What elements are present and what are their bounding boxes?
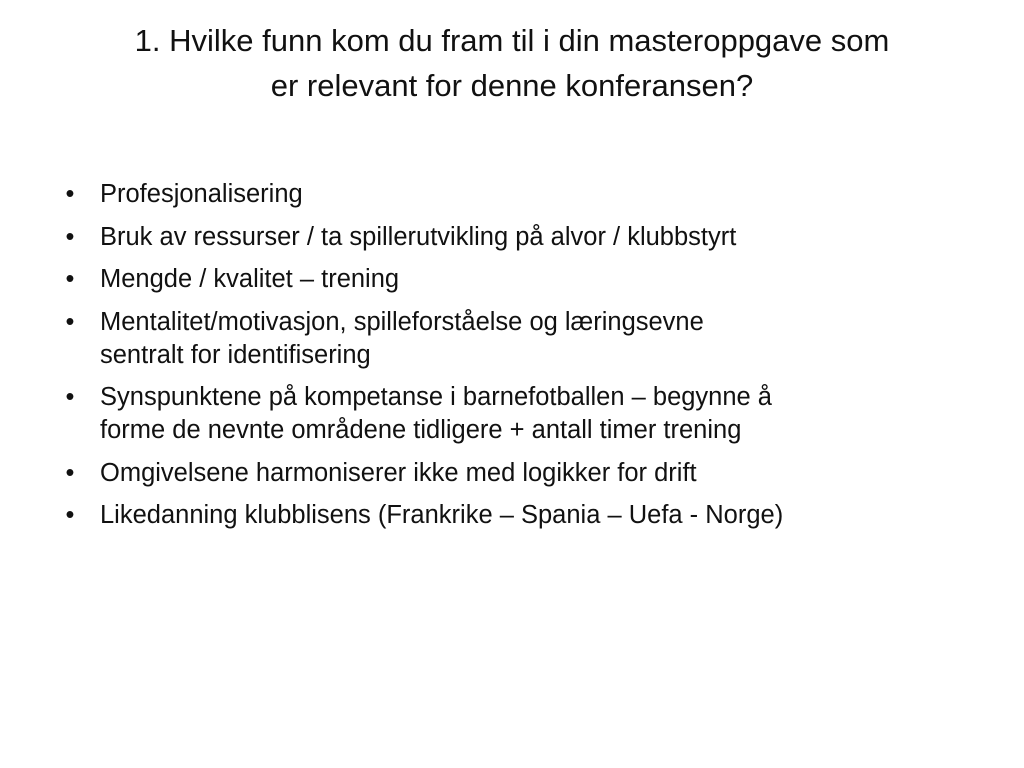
bullet-item: [60, 178, 990, 211]
bullet-dot-icon: •: [65, 180, 75, 208]
bullet-dot-icon: •: [65, 383, 75, 411]
bullet-dot-icon: •: [65, 458, 75, 487]
bullet-text-continuation: forme de nevnte områdene tidligere + antall timer trening: [100, 416, 742, 444]
slide-title-line: 1. Hvilke funn kom du fram til i din masteroppgave som: [134, 23, 890, 58]
bullet-list: [60, 178, 990, 542]
bullet-item: [60, 457, 990, 490]
slide-title-line: er relevant for denne konferansen?: [270, 68, 754, 103]
slide-title: [40, 18, 984, 108]
bullet-dot-icon: •: [65, 501, 75, 529]
bullet-text-continuation: sentralt for identifisering: [100, 340, 371, 369]
bullet-text: Synspunktene på kompetanse i barnefotballen – begynne å: [100, 383, 772, 411]
bullet-text: Likedanning klubblisens (Frankrike – Spania – Uefa - Norge): [100, 501, 784, 529]
bullet-dot-icon: •: [65, 307, 75, 336]
bullet-item: [60, 221, 990, 254]
bullet-item: [60, 499, 990, 532]
bullet-text: Omgivelsene harmoniserer ikke med logikker for drift: [100, 458, 697, 487]
bullet-item: [60, 381, 990, 447]
bullet-item: [60, 306, 990, 372]
bullet-text: Profesjonalisering: [100, 180, 303, 208]
bullet-text: Mengde / kvalitet – trening: [100, 265, 400, 293]
bullet-dot-icon: •: [65, 265, 75, 293]
bullet-text: Bruk av ressurser / ta spillerutvikling på alvor / klubbstyrt: [100, 222, 737, 251]
bullet-dot-icon: •: [65, 222, 75, 251]
bullet-item: [60, 263, 990, 296]
bullet-text: Mentalitet/motivasjon, spilleforståelse og læringsevne: [100, 307, 704, 336]
